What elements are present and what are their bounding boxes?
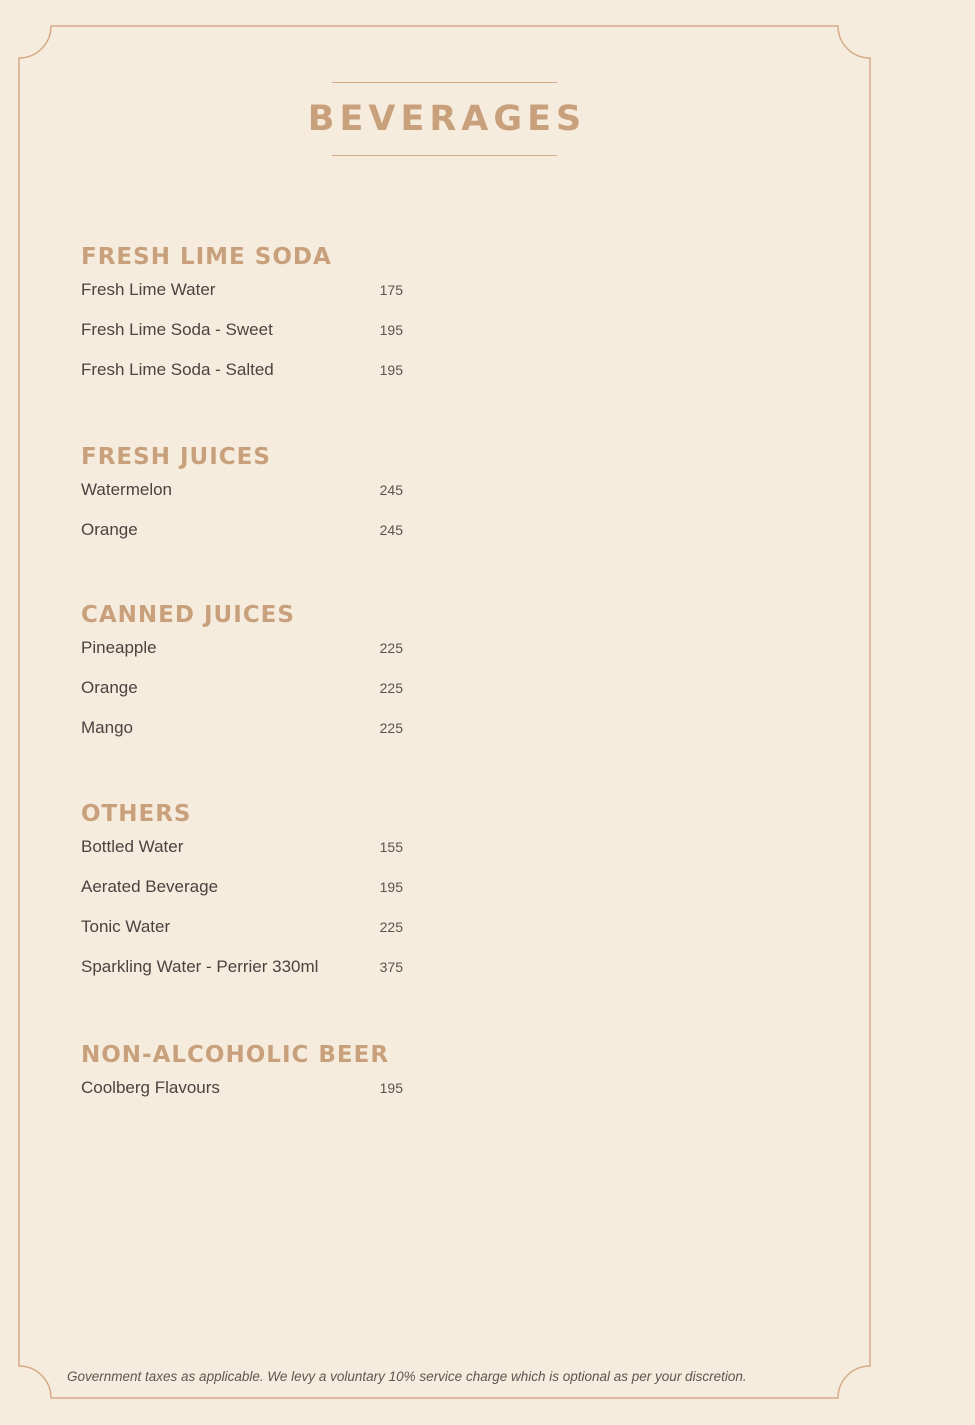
item-price: 175 (379, 282, 403, 298)
item-price: 225 (379, 680, 403, 696)
menu-item (81, 1068, 411, 1108)
item-price: 195 (379, 1080, 403, 1096)
title-banner (307, 82, 587, 156)
item-name: Aerated Beverage (81, 877, 219, 896)
item-price: 155 (379, 839, 403, 855)
item-name: Coolberg Flavours (81, 1078, 220, 1097)
section-heading: NON-ALCOHOLIC BEER (81, 1042, 390, 1068)
section-others (81, 801, 411, 987)
section-canned-juices (81, 602, 411, 748)
item-name: Fresh Lime Soda - Salted (81, 360, 274, 379)
section-fresh-juices (81, 444, 411, 550)
item-price: 225 (379, 919, 403, 935)
item-name: Orange (81, 520, 138, 539)
item-price: 245 (379, 522, 403, 538)
menu-item (81, 310, 411, 350)
menu-item (81, 947, 411, 987)
page-title: BEVERAGES (307, 99, 587, 139)
item-name: Tonic Water (81, 917, 171, 936)
item-name: Fresh Lime Water (81, 280, 216, 299)
item-price: 245 (379, 482, 403, 498)
menu-item (81, 350, 411, 390)
item-price: 195 (379, 879, 403, 895)
menu-item (81, 867, 411, 907)
section-heading: FRESH JUICES (81, 444, 271, 470)
section-heading: CANNED JUICES (81, 602, 295, 628)
item-name: Orange (81, 678, 138, 697)
section-fresh-lime-soda (81, 244, 411, 390)
menu-item (81, 628, 411, 668)
menu-item (81, 907, 411, 947)
item-name: Mango (81, 718, 133, 737)
section-heading: OTHERS (81, 801, 192, 827)
item-price: 195 (379, 322, 403, 338)
menu-item (81, 510, 411, 550)
menu-item (81, 470, 411, 510)
menu-item (81, 708, 411, 748)
item-price: 375 (379, 959, 403, 975)
item-name: Pineapple (81, 638, 157, 657)
item-name: Bottled Water (81, 837, 184, 856)
footer-note: Government taxes as applicable. We levy a voluntary 10% service charge which is optional as per your discretion. (67, 1369, 747, 1384)
menu-item (81, 270, 411, 310)
item-name: Fresh Lime Soda - Sweet (81, 320, 273, 339)
item-name: Sparkling Water - Perrier 330ml (81, 957, 319, 976)
item-name: Watermelon (81, 480, 173, 499)
menu-item (81, 827, 411, 867)
section-heading: FRESH LIME SODA (81, 244, 332, 270)
item-price: 195 (379, 362, 403, 378)
section-non-alcoholic-beer (81, 1042, 411, 1108)
menu-item (81, 668, 411, 708)
item-price: 225 (379, 640, 403, 656)
item-price: 225 (379, 720, 403, 736)
